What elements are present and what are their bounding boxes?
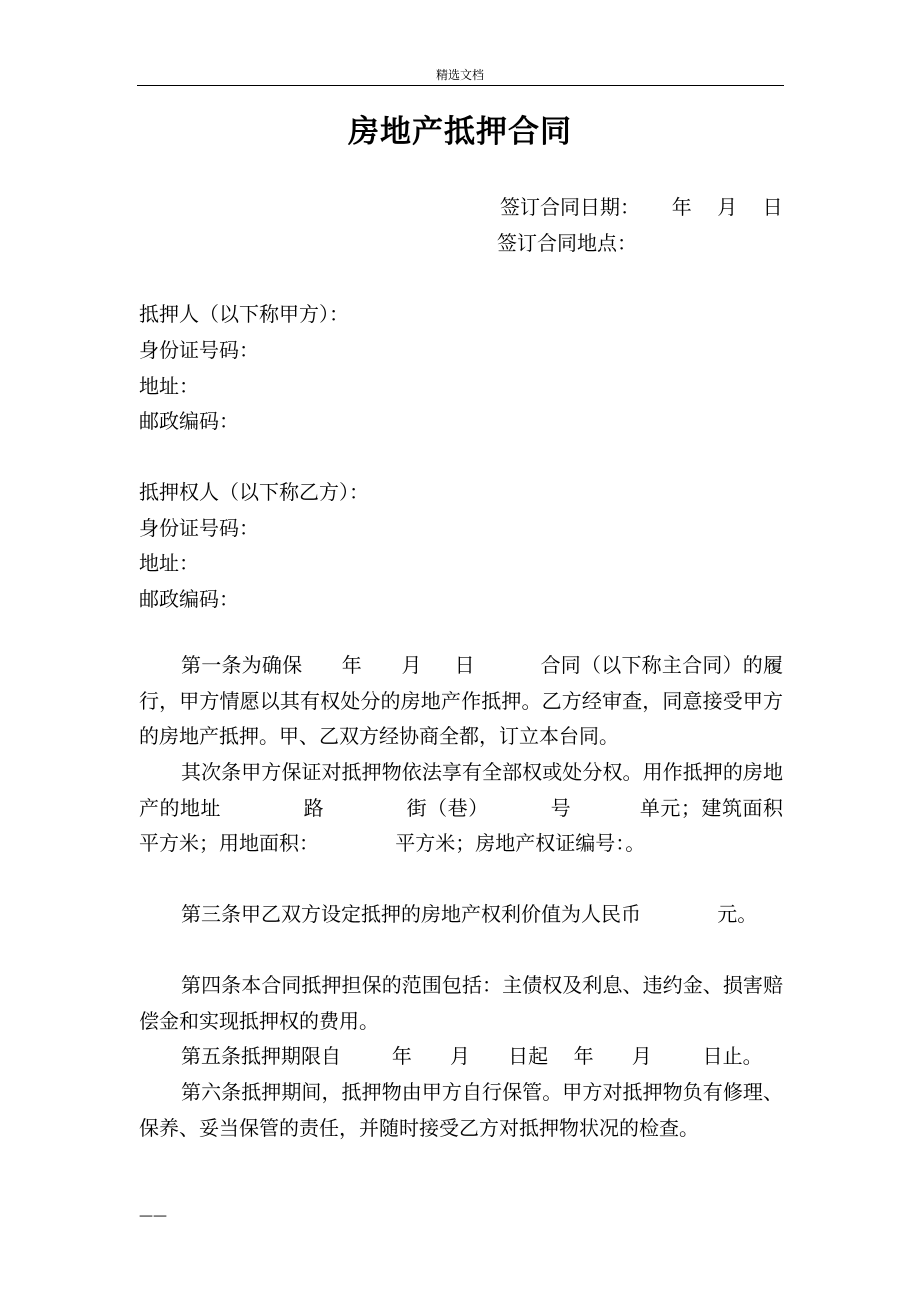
article-3: 第三条甲乙双方设定抵押的房地产权利价值为人民币 元。 [181, 902, 758, 926]
mortgagor-id-label: 身份证号码： [139, 338, 259, 362]
article-2: 其次条甲方保证对抵押物依法享有全部权或处分权。用作抵押的房地产的地址 路 街（巷） 号 单元；建筑面积 平方米；用地面积： 平方米；房地产权证编号：。 [139, 760, 873, 855]
mortgagor-postcode-label: 邮政编码： [139, 409, 239, 433]
mortgagee-address-label: 地址： [139, 551, 199, 575]
mortgagor-label: 抵押人（以下称甲方）： [139, 302, 349, 326]
article-4: 第四条本合同抵押担保的范围包括：主债权及利息、违约金、损害赔偿金和实现抵押权的费用。 [139, 973, 783, 1033]
signing-date-line: 签订合同日期： 年 月 日 [500, 195, 783, 219]
article-6: 第六条抵押期间，抵押物由甲方自行保管。甲方对抵押物负有修理、保养、妥当保管的责任，并随时接受乙方对抵押物状况的检查。 [139, 1080, 783, 1140]
mortgagee-id-label: 身份证号码： [139, 516, 259, 540]
mortgagee-label: 抵押权人（以下称乙方）： [139, 480, 369, 504]
article-1: 第一条为确保 年 月 日 合同（以下称主合同）的履行，甲方情愿以其有权处分的房地产作抵押。乙方经审查，同意接受甲方的房地产抵押。甲、乙双方经协商全都，订立本台同。 [139, 653, 783, 748]
page-header: 精选文档 [435, 68, 484, 82]
mortgagee-postcode-label: 邮政编码： [139, 587, 239, 611]
header-rule [137, 85, 784, 86]
document-title: 房地产抵押合同 [348, 114, 572, 150]
article-5: 第五条抵押期限自 年 月 日起 年 月 日止。 [181, 1044, 763, 1068]
signing-place-line: 签订合同地点： [497, 231, 637, 255]
footer-mark: —— [139, 1208, 167, 1224]
mortgagor-address-label: 地址： [139, 374, 199, 398]
